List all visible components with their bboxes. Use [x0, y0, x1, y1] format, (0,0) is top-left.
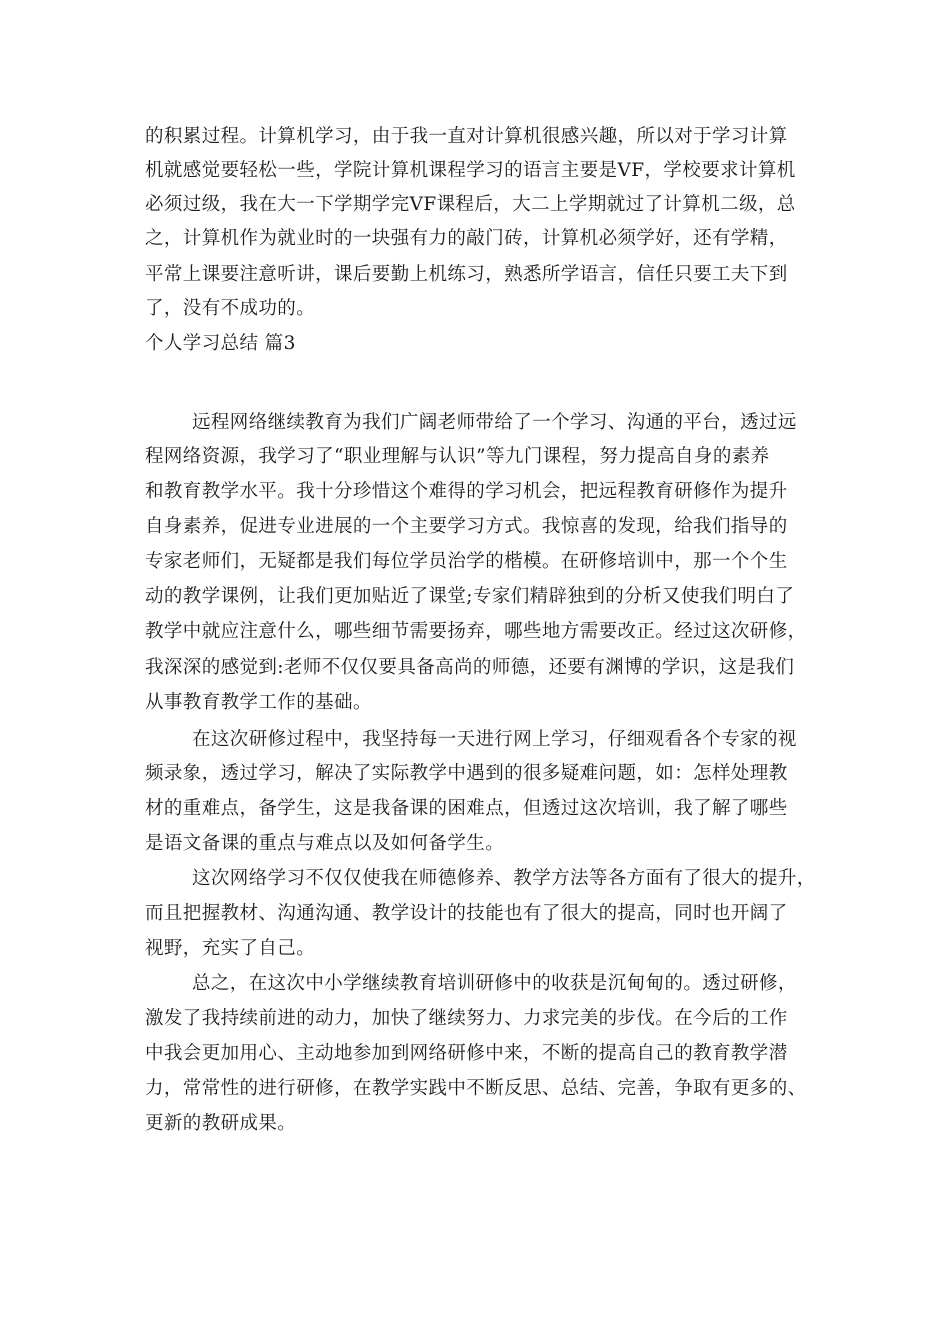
paragraph-4-line: 力，常常性的进行研修，在教学实践中不断反思、总结、完善，争取有更多的、 — [145, 1078, 807, 1099]
paragraph-2-line: 材的重难点，备学生，这是我备课的困难点，但透过这次培训，我了解了哪些 — [145, 798, 788, 819]
paragraph-1-line: 自身素养，促进专业进展的一个主要学习方式。我惊喜的发现，给我们指导的 — [145, 516, 788, 537]
section-heading: 个人学习总结 篇3 — [145, 333, 296, 354]
paragraph-1-line: 远程网络继续教育为我们广阔老师带给了一个学习、沟通的平台，透过远 — [192, 412, 797, 433]
paragraph-3-line: 视野，充实了自己。 — [145, 938, 316, 959]
paragraph-2-line: 频录象，透过学习，解决了实际教学中遇到的很多疑难问题，如：怎样处理教 — [145, 763, 788, 784]
intro-line: 机就感觉要轻松一些，学院计算机课程学习的语言主要是VF，学校要求计算机 — [145, 160, 796, 181]
intro-line: 之，计算机作为就业时的一块强有力的敲门砖，计算机必须学好，还有学精， — [145, 228, 788, 249]
paragraph-2-line: 是语文备课的重点与难点以及如何备学生。 — [145, 833, 505, 854]
paragraph-4-line: 中我会更加用心、主动地参加到网络研修中来，不断的提高自己的教育教学潜 — [145, 1043, 788, 1064]
paragraph-1-line: 和教育教学水平。我十分珍惜这个难得的学习机会，把远程教育研修作为提升 — [145, 481, 788, 502]
intro-line: 了，没有不成功的。 — [145, 298, 316, 319]
intro-line: 平常上课要注意听讲，课后要勤上机练习，熟悉所学语言，信任只要工夫下到 — [145, 264, 788, 285]
paragraph-4-line: 更新的教研成果。 — [145, 1113, 297, 1134]
paragraph-1-line: 动的教学课例，让我们更加贴近了课堂;专家们精辟独到的分析又使我们明白了 — [145, 586, 795, 607]
paragraph-2-line: 在这次研修过程中，我坚持每一天进行网上学习，仔细观看各个专家的视 — [192, 729, 797, 750]
paragraph-3-line: 而且把握教材、沟通沟通、教学设计的技能也有了很大的提高，同时也开阔了 — [145, 903, 788, 924]
paragraph-3-line: 这次网络学习不仅仅使我在师德修养、教学方法等各方面有了很大的提升， — [192, 868, 816, 889]
paragraph-1-line: 专家老师们，无疑都是我们每位学员治学的楷模。在研修培训中，那一个个生 — [145, 551, 788, 572]
paragraph-4-line: 总之，在这次中小学继续教育培训研修中的收获是沉甸甸的。透过研修， — [192, 973, 797, 994]
intro-line: 的积累过程。计算机学习，由于我一直对计算机很感兴趣，所以对于学习计算 — [145, 126, 788, 147]
paragraph-4-line: 激发了我持续前进的动力，加快了继续努力、力求完美的步伐。在今后的工作 — [145, 1008, 788, 1029]
paragraph-1-line: 教学中就应注意什么，哪些细节需要扬弃，哪些地方需要改正。经过这次研修， — [145, 621, 807, 642]
paragraph-1-line: 我深深的感觉到:老师不仅仅要具备高尚的师德，还要有渊博的学识，这是我们 — [145, 657, 795, 678]
intro-line: 必须过级，我在大一下学期学完VF课程后，大二上学期就过了计算机二级，总 — [145, 194, 796, 215]
paragraph-1-line: 从事教育教学工作的基础。 — [145, 692, 372, 713]
paragraph-1-line: 程网络资源，我学习了“职业理解与认识”等九门课程，努力提高自身的素养 — [145, 446, 770, 467]
